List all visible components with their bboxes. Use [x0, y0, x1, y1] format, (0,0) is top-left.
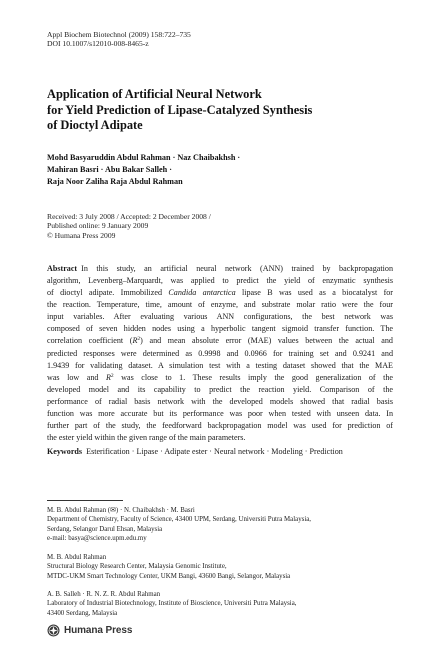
abstract-line: function was more accurate but its performance was poor when tested with unseen data. In	[47, 408, 393, 418]
affiliation-line: Laboratory of Industrial Biotechnology, Institute of Bioscience, Universiti Putra Malaysia,	[47, 600, 297, 608]
copyright-notice: © Humana Press 2009	[47, 230, 116, 240]
author-line: Mohd Basyaruddin Abdul Rahman · Naz Chaibakhsh ·	[47, 153, 241, 162]
author-line: Raja Noor Zaliha Raja Abdul Rahman	[47, 177, 183, 187]
abstract-line: the ester yield within the given range of the main parameters.	[47, 433, 246, 443]
author-line: Mahiran Basri · Abu Bakar Salleh ·	[47, 165, 172, 175]
abstract-heading: Abstract	[47, 264, 78, 273]
abstract	[47, 263, 393, 444]
affiliation-line: 43400 Serdang, Malaysia	[47, 609, 118, 617]
title-line: of Dioctyl Adipate	[47, 118, 143, 133]
affiliation-block	[47, 506, 397, 543]
published-online-date: Published online: 9 January 2009	[47, 221, 149, 231]
abstract-line: predicted responses were determined as 0.9998 and 0.0966 for training set and 0.9241 and	[47, 348, 393, 358]
publisher-logo	[47, 623, 132, 637]
keywords-list: Esterification · Lipase · Adipate ester · Neural network · Modeling · Prediction	[86, 447, 343, 456]
abstract-line: of dioctyl adipate. Immobilized Candida antarctica lipase B was used as a biocatalyst for	[47, 288, 393, 298]
title-line: Application of Artificial Neural Network	[47, 87, 262, 101]
article-title	[47, 87, 387, 134]
species-name: Candida antarctica	[168, 288, 236, 298]
abstract-line: was low and $R^2$ was close to 1. These results imply the good generalization of the	[47, 372, 393, 382]
keywords	[47, 447, 393, 457]
affiliation-line: Department of Chemistry, Faculty of Science, 43400 UPM, Serdang, Universiti Putra Malaysia,	[47, 516, 312, 524]
author-list	[47, 152, 407, 189]
affiliation-block	[47, 590, 397, 618]
abstract-line: performance of radial basis network with the developed models showed that radial basis	[47, 396, 393, 406]
abstract-line: developed model and its capability to predict the reaction yield. Comparison of the	[47, 384, 393, 394]
abstract-line: further part of the study, the feedforward backpropagation model was used for prediction of	[47, 421, 393, 431]
received-accepted-date: Received: 3 July 2008 / Accepted: 2 December 2008 /	[47, 212, 211, 221]
abstract-line: correlation coefficient $(R^2)$ and mean absolute error (MAE) values between the actual and	[47, 336, 393, 346]
abstract-line: 1.9439 for validating dataset. A simulation test with a testing dataset showed that the MAE	[47, 360, 393, 370]
affiliation-line: A. B. Salleh · R. N. Z. R. Abdul Rahman	[47, 591, 161, 598]
affiliation-line: Structural Biology Research Center, Malaysia Genomic Institute,	[47, 563, 227, 571]
footnote-divider	[47, 500, 123, 501]
title-line: for Yield Prediction of Lipase-Catalyzed Synthesis	[47, 102, 313, 117]
affiliation-line: M. B. Abdul Rahman	[47, 554, 107, 561]
abstract-line: Abstract In this study, an artificial neural network (ANN) trained by backpropagation	[47, 264, 393, 273]
affiliation-line: Serdang, Selangor Darul Ehsan, Malaysia	[47, 525, 163, 533]
publication-dates	[47, 212, 407, 240]
publisher-name: Humana Press	[64, 624, 133, 636]
abstract-line: the reaction. Temperature, time, amount of enzyme, and substrate molar ratio were the four	[47, 300, 393, 310]
affiliation-line: M. B. Abdul Rahman (✉) · N. Chaibakhsh · M. Basri	[47, 507, 195, 514]
affiliation-block	[47, 553, 397, 581]
humana-press-logo-icon	[47, 624, 60, 637]
abstract-line: algorithm, Levenberg–Marquardt, was applied to predict the yield of enzymatic synthesis	[47, 276, 393, 286]
abstract-line: input variables. After evaluating various ANN configurations, the best network was	[47, 312, 393, 322]
keywords-heading: Keywords	[47, 447, 83, 456]
abstract-line: composed of seven hidden nodes using a hyperbolic tangent sigmoid transfer function. The	[47, 324, 393, 334]
doi: DOI 10.1007/s12010-008-8465-z	[47, 39, 149, 48]
affiliation-line: MTDC-UKM Smart Technology Center, UKM Bangi, 43600 Bangi, Selangor, Malaysia	[47, 572, 291, 580]
journal-citation: Appl Biochem Biotechnol (2009) 158:722–735	[47, 30, 191, 39]
author-email: e-mail: basya@science.upm.edu.my	[47, 534, 147, 542]
